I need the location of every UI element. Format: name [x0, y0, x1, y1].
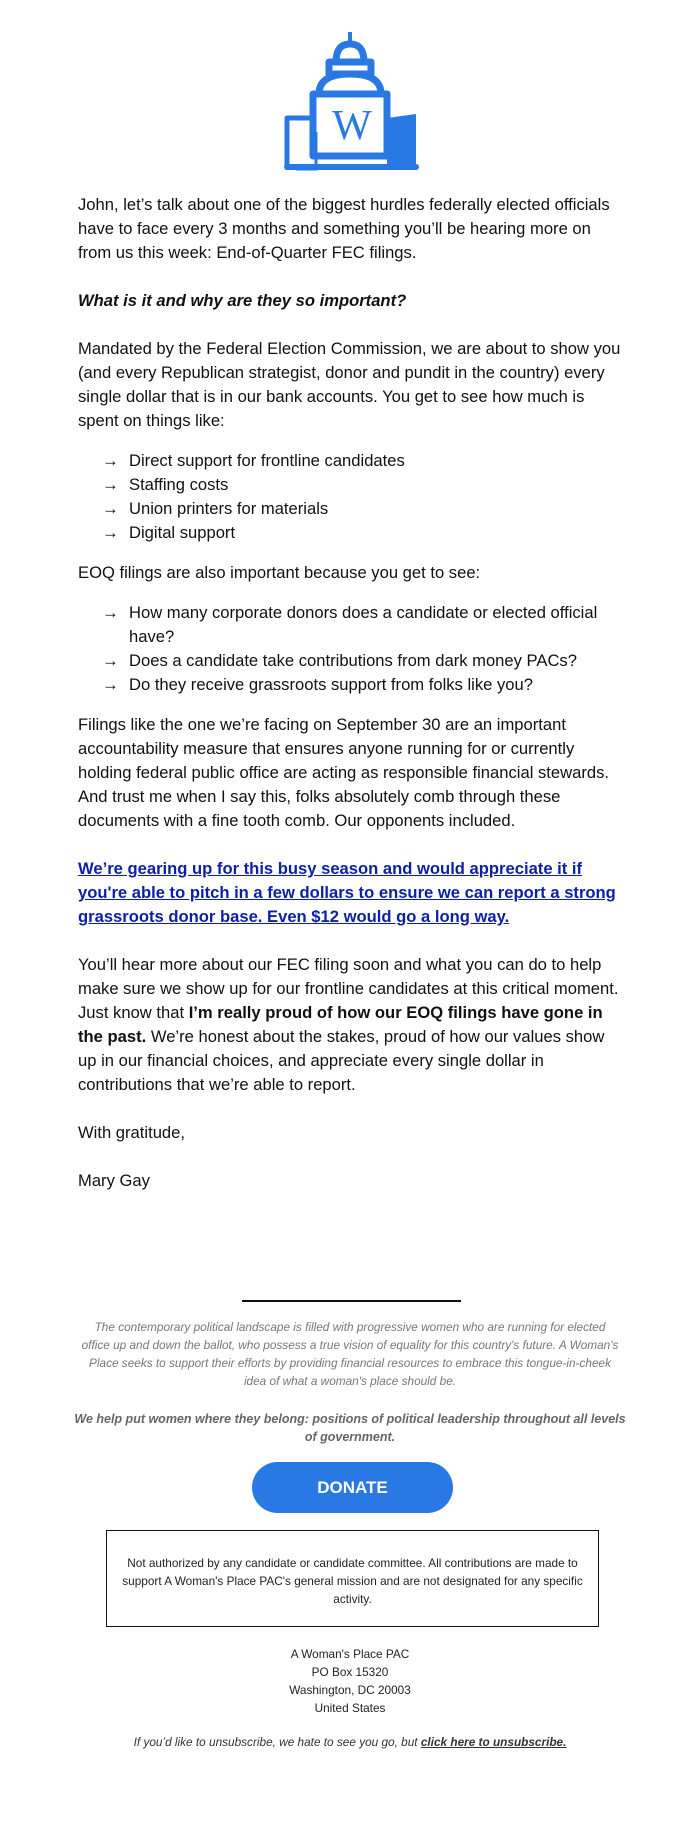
eoq-intro-paragraph: EOQ filings are also important because you get to see:: [78, 563, 481, 582]
mandated-paragraph: Mandated by the Federal Election Commission, we are about to show you (and every Republican strategist, donor and pundit in the country) every single dollar that is in our bank accounts. You get to see how much is spent on things like:: [78, 339, 621, 430]
address-line: Washington, DC 20003: [289, 1683, 411, 1697]
mailing-address: [200, 1645, 500, 1717]
list-item: → Does a candidate take contributions from dark money PACs?: [102, 649, 624, 673]
donate-button[interactable]: DONATE: [252, 1462, 453, 1513]
arrow-icon: →: [102, 499, 119, 518]
closing-paragraph: You’ll hear more about our FEC filing soon and what you can do to help make sure we show up for our frontline candidates at this critical moment. Just know that I’m really proud of how our EOQ filings have gone in the past. We’re honest about the stakes, proud of how our values show up in our financial choices, and appreciate every single dollar in contributions that we’re able to report.: [78, 955, 619, 1094]
spending-list: [78, 449, 624, 545]
list-item: → Digital support: [102, 521, 624, 545]
signature: Mary Gay: [78, 1171, 150, 1190]
arrow-icon: →: [102, 451, 119, 470]
filings-paragraph: Filings like the one we’re facing on September 30 are an important accountability measure that ensures anyone running for or currently holding federal public office are acting as responsible financial stewards. And trust me when I say this, folks absolutely comb through these documents with a fine tooth comb. Our opponents included.: [78, 715, 610, 830]
address-line: United States: [314, 1701, 386, 1715]
see-list: [78, 601, 624, 697]
arrow-icon: →: [102, 651, 119, 670]
capitol-dome-icon: [283, 32, 420, 172]
unsubscribe-link[interactable]: click here to unsubscribe.: [420, 1735, 567, 1749]
signoff: With gratitude,: [78, 1123, 185, 1142]
footer-tagline: The contemporary political landscape is filled with progressive women who are running for elected office up and down the ballot, who possess a true vision of equality for this country's future. A Woman's Place seeks to support their efforts by providing financial resources to embrace this tongue-in-cheek idea of what a woman's place should be.: [81, 1320, 619, 1388]
list-item: → Do they receive grassroots support from folks like you?: [102, 673, 624, 697]
footer-divider: [242, 1300, 461, 1302]
list-item: → Direct support for frontline candidates: [102, 449, 624, 473]
intro-paragraph: John, let’s talk about one of the biggest hurdles federally elected officials have to face every 3 months and something you’ll be hearing more on from us this week: End-of-Quarter FEC filings.: [78, 195, 610, 262]
arrow-icon: →: [102, 603, 119, 622]
donate-cta-link[interactable]: We’re gearing up for this busy season and would appreciate it if you're able to pitch in a few dollars to ensure we can report a strong grassroots donor base. Even $12 would go a long way.: [78, 859, 616, 926]
email-body: [78, 193, 624, 1217]
list-item: → Staffing costs: [102, 473, 624, 497]
unsubscribe-line: If you’d like to unsubscribe, we hate to see you go, but click here to unsubscribe.: [133, 1735, 567, 1749]
section-heading: What is it and why are they so important?: [78, 291, 407, 310]
arrow-icon: →: [102, 675, 119, 694]
arrow-icon: →: [102, 523, 119, 542]
footer-mission: We help put women where they belong: positions of political leadership throughout all levels of government.: [74, 1412, 626, 1444]
list-item: → Union printers for materials: [102, 497, 624, 521]
cta-paragraph: [78, 857, 624, 929]
list-item: → How many corporate donors does a candidate or elected official have?: [102, 603, 598, 646]
logo-letter: W: [332, 103, 372, 149]
address-line: PO Box 15320: [311, 1665, 389, 1679]
address-line: A Woman's Place PAC: [290, 1647, 410, 1661]
arrow-icon: →: [102, 475, 119, 494]
disclaimer-box: Not authorized by any candidate or candidate committee. All contributions are made to support A Woman's Place PAC's general mission and are not designated for any specific activity.: [106, 1530, 599, 1627]
closing-emphasis: I’m really proud of how our EOQ filings have gone in the past.: [78, 1003, 603, 1046]
